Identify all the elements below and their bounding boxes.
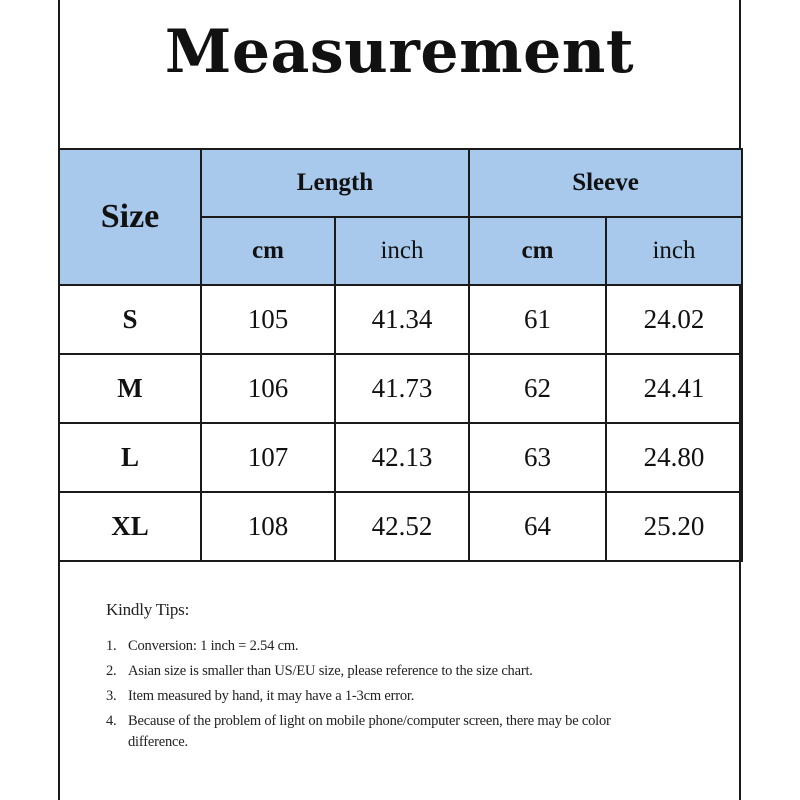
length-cm-cell: 105 <box>201 285 335 354</box>
tip-number: 3. <box>106 688 117 704</box>
sleeve-inch-cell: 24.41 <box>606 354 742 423</box>
tip-text: Asian size is smaller than US/EU size, please reference to the size chart. <box>128 663 533 679</box>
length-cm-cell: 108 <box>201 492 335 561</box>
sleeve-inch-cell: 24.80 <box>606 423 742 492</box>
length-inch-cell: 41.73 <box>335 354 469 423</box>
tips-title: Kindly Tips: <box>106 600 190 619</box>
tip-text: Conversion: 1 inch = 2.54 cm. <box>128 638 299 654</box>
tip-number: 1. <box>106 638 117 654</box>
sleeve-cm-cell: 64 <box>469 492 606 561</box>
table-row <box>59 423 742 492</box>
length-cm-cell: 107 <box>201 423 335 492</box>
tip-item <box>106 636 666 657</box>
table-header-row <box>59 149 742 217</box>
length-cm-cell: 106 <box>201 354 335 423</box>
length-inch-cell: 41.34 <box>335 285 469 354</box>
size-cell: XL <box>59 492 201 561</box>
tip-number: 2. <box>106 663 117 679</box>
table-row <box>59 285 742 354</box>
table-row <box>59 492 742 561</box>
sleeve-cm-cell: 63 <box>469 423 606 492</box>
tip-item <box>106 661 666 682</box>
tip-number: 4. <box>106 713 117 729</box>
tip-item <box>106 686 666 707</box>
tips-list <box>106 636 666 753</box>
sleeve-inch-cell: 25.20 <box>606 492 742 561</box>
size-cell: S <box>59 285 201 354</box>
size-column-header: Size <box>59 149 201 285</box>
tip-text: Item measured by hand, it may have a 1-3cm error. <box>128 688 415 704</box>
length-group-header: Length <box>201 149 469 217</box>
sleeve-cm-cell: 61 <box>469 285 606 354</box>
sleeve-cm-cell: 62 <box>469 354 606 423</box>
length-inch-cell: 42.13 <box>335 423 469 492</box>
size-cell: M <box>59 354 201 423</box>
tip-item <box>106 711 666 753</box>
kindly-tips <box>106 600 666 757</box>
sleeve-inch-header: inch <box>606 217 742 285</box>
table-row <box>59 354 742 423</box>
length-cm-header: cm <box>201 217 335 285</box>
sleeve-group-header: Sleeve <box>469 149 742 217</box>
tip-text: Because of the problem of light on mobile phone/computer screen, there may be color difference. <box>128 713 611 750</box>
length-inch-header: inch <box>335 217 469 285</box>
length-inch-cell: 42.52 <box>335 492 469 561</box>
size-chart-table <box>58 148 743 562</box>
page-title: Measurement <box>164 17 635 87</box>
sleeve-inch-cell: 24.02 <box>606 285 742 354</box>
size-cell: L <box>59 423 201 492</box>
sleeve-cm-header: cm <box>469 217 606 285</box>
